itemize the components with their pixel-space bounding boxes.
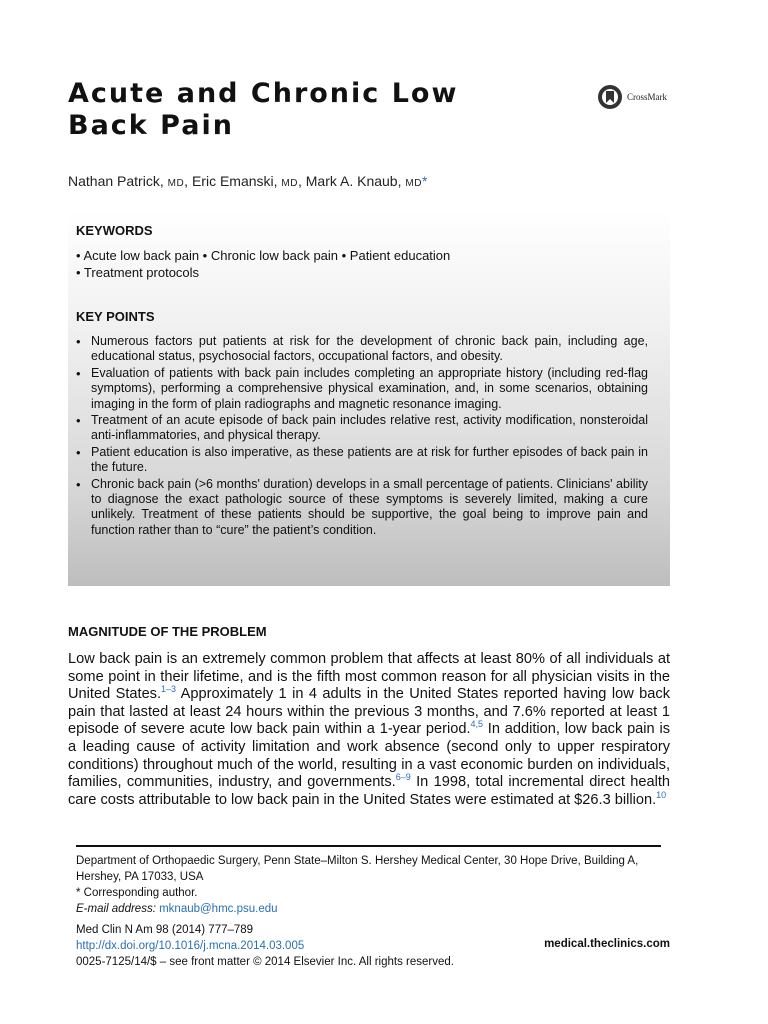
crossmark-icon bbox=[597, 84, 623, 110]
author-degree: MD bbox=[281, 178, 298, 189]
affiliation-text: Department of Orthopaedic Surgery, Penn State–Milton S. Hershey Medical Center, 30 Hope Drive, Building A, Hershey, PA 17033, USA bbox=[76, 855, 639, 883]
crossmark-label: CrossMark bbox=[627, 92, 667, 102]
reference-link[interactable]: 4,5 bbox=[470, 719, 484, 730]
author-name: Eric Emanski, bbox=[191, 173, 278, 189]
paragraph-text: In 1998, total incremental direct health care costs attributable to low back pain in the United States were estimated at $26.3 billion. bbox=[68, 774, 670, 808]
author-name: Nathan Patrick, bbox=[68, 173, 164, 189]
author-name: Mark A. Knaub, bbox=[305, 173, 402, 189]
email-label: E-mail address: bbox=[76, 903, 156, 915]
key-point-item: • Numerous factors put patients at risk for the development of chronic back pain, including age, educational status, psychosocial factors, occupational factors, and obesity. bbox=[76, 334, 648, 365]
email-link[interactable]: mknaub@hmc.psu.edu bbox=[159, 903, 278, 915]
journal-citation: Med Clin N Am 98 (2014) 777–789 bbox=[76, 924, 254, 936]
key-point-item: • Chronic back pain (>6 months' duration) develops in a small percentage of patients. Clinicians' ability to diagnose the exact pathologic source of these symptoms is severely limited, making a cure unlikely. Treatment of these patients should be supportive, the goal being to improve pain and function rather than to “cure” the patient’s condition. bbox=[76, 477, 648, 539]
footnote-divider bbox=[76, 845, 661, 847]
author-list bbox=[68, 173, 427, 189]
section-heading: MAGNITUDE OF THE PROBLEM bbox=[68, 624, 267, 639]
author-degree: MD bbox=[405, 178, 422, 189]
paragraph-text: Low back pain is an extremely common problem that affects at least 80% of all individuals at some point in their lifetime, and is the fifth most common reason for all physician visits in the United States. bbox=[68, 651, 670, 703]
body-paragraph bbox=[68, 651, 670, 809]
reference-link[interactable]: 6–9 bbox=[395, 772, 411, 783]
paragraph-text: In addition, low back pain is a leading cause of activity limitation and work absence (second only to upper respiratory conditions) throughout much of the world, resulting in a vast economic burden on individuals, families, communities, industry, and governments. bbox=[68, 721, 670, 791]
key-point-item: • Evaluation of patients with back pain includes completing an appropriate history (including red-flag symptoms), performing a comprehensive physical examination, and, in some scenarios, obtaining imaging in the form of plain radiographs and magnetic resonance imaging. bbox=[76, 366, 648, 412]
journal-site-link[interactable]: medical.theclinics.com bbox=[544, 938, 670, 950]
keywords-list bbox=[76, 247, 450, 281]
email-line bbox=[76, 901, 666, 917]
article-title: Acute and Chronic Low Back Pain bbox=[68, 78, 459, 141]
doi-link[interactable]: http://dx.doi.org/10.1016/j.mcna.2014.03.005 bbox=[76, 940, 305, 952]
affiliation-block bbox=[76, 853, 666, 917]
keywords-line: • Acute low back pain • Chronic low back pain • Patient education bbox=[76, 248, 451, 263]
keywords-heading: KEYWORDS bbox=[76, 223, 153, 238]
author-separator: , bbox=[297, 173, 306, 189]
abstract-box bbox=[68, 211, 670, 586]
reference-link[interactable]: 1–3 bbox=[161, 684, 177, 695]
crossmark-badge[interactable] bbox=[597, 84, 667, 110]
paragraph-text: Approximately 1 in 4 adults in the United States reported having low back pain that lasted at least 24 hours within the previous 3 months, and 7.6% reported at least 1 episode of severe acute low back pain within a 1-year period. bbox=[68, 686, 670, 738]
author-separator: , bbox=[184, 173, 192, 189]
keywords-line: • Treatment protocols bbox=[76, 265, 200, 280]
author-degree: MD bbox=[167, 178, 185, 189]
key-point-item: • Patient education is also imperative, as these patients are at risk for further episodes of back pain in the future. bbox=[76, 445, 648, 476]
key-point-item: • Treatment of an acute episode of back pain includes relative rest, activity modification, nonsteroidal anti-inflammatories, and physical therapy. bbox=[76, 413, 648, 444]
copyright-line: 0025-7125/14/$ – see front matter © 2014 Elsevier Inc. All rights reserved. bbox=[76, 956, 454, 968]
key-points-list bbox=[76, 334, 648, 539]
key-points-heading: KEY POINTS bbox=[76, 309, 155, 324]
corresponding-author-marker[interactable]: * bbox=[421, 173, 428, 189]
reference-link[interactable]: 10 bbox=[656, 789, 667, 800]
corresponding-note: * Corresponding author. bbox=[76, 887, 198, 899]
